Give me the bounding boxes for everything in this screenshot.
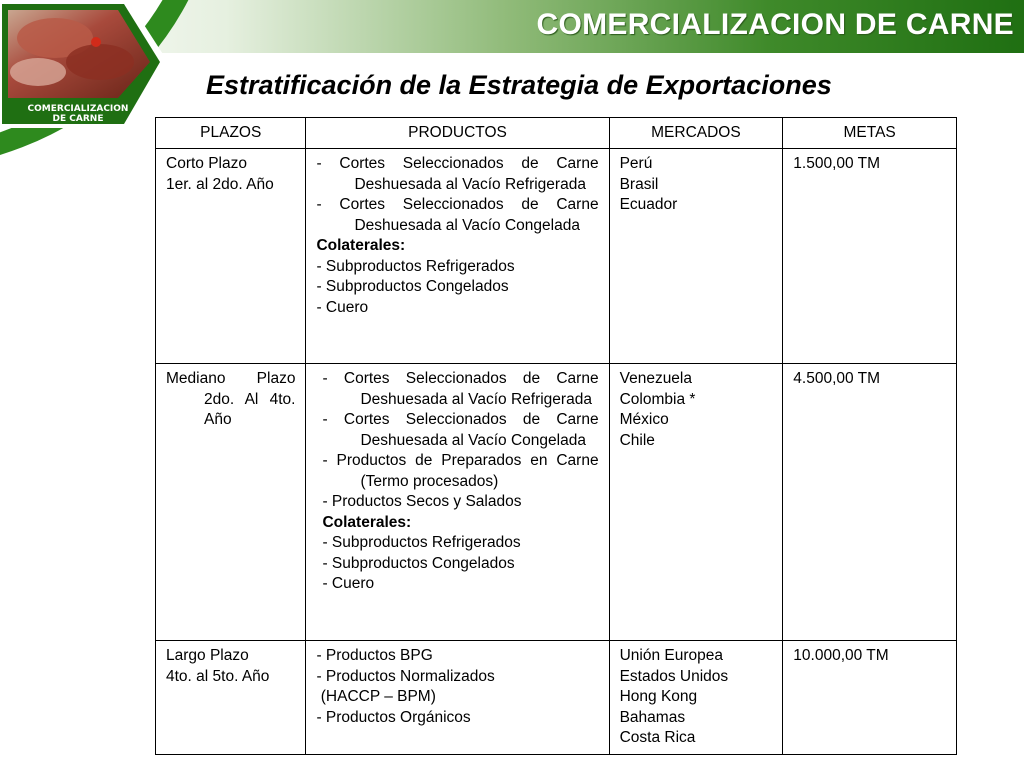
productos-cell <box>306 641 609 755</box>
logo-text: COMERCIALIZACION DE CARNE <box>27 104 129 124</box>
col-header-metas: METAS <box>783 118 957 149</box>
mercado-item: Ecuador <box>619 196 678 213</box>
meta-value: 4.500,00 TM <box>793 370 881 387</box>
producto-item: - Cortes Seleccionados de Carne Deshuesada al Vacío Congelada <box>322 411 599 449</box>
producto-item: - Productos Normalizados <box>316 667 495 685</box>
mercado-item: Venezuela <box>619 370 692 387</box>
plazo-cell <box>156 364 306 641</box>
table-header-row <box>156 118 957 149</box>
meta-cell <box>783 149 957 364</box>
mercado-item: Costa Rica <box>619 729 696 746</box>
col-header-plazos: PLAZOS <box>156 118 306 149</box>
producto-item: - Cortes Seleccionados de Carne Deshuesada al Vacío Congelada <box>316 196 599 234</box>
mercado-item: Bahamas <box>619 708 686 726</box>
plazo-line: Corto Plazo <box>166 155 247 172</box>
colateral-item: - Subproductos Refrigerados <box>322 534 521 551</box>
producto-item: (HACCP – BPM) <box>316 688 436 705</box>
colateral-item: - Cuero <box>322 575 375 592</box>
table-row <box>156 364 957 641</box>
mercado-item: Colombia * <box>619 390 696 408</box>
mercados-cell <box>609 641 783 755</box>
colaterales-label: Colaterales: <box>322 513 412 531</box>
plazo-line: 4to. al 5to. Año <box>166 667 270 685</box>
plazo-line: 1er. al 2do. Año <box>166 175 274 193</box>
productos-cell <box>306 364 609 641</box>
producto-item: - Cortes Seleccionados de Carne Deshuesada al Vacío Refrigerada <box>322 370 599 408</box>
producto-item: - Productos BPG <box>316 647 433 664</box>
meta-cell <box>783 364 957 641</box>
plazo-line: Mediano Plazo 2do. Al 4to. Año <box>166 370 296 428</box>
colateral-item: - Cuero <box>316 298 369 316</box>
mercado-item: México <box>619 411 669 428</box>
table-row <box>156 641 957 755</box>
meta-value: 1.500,00 TM <box>793 155 881 172</box>
col-header-productos: PRODUCTOS <box>306 118 609 149</box>
strategy-table <box>155 117 957 755</box>
mercado-item: Chile <box>619 431 655 449</box>
producto-item: - Productos Orgánicos <box>316 708 471 726</box>
plazo-cell <box>156 149 306 364</box>
mercados-cell <box>609 149 783 364</box>
mercado-item: Unión Europea <box>619 647 724 664</box>
table-row <box>156 149 957 364</box>
colateral-item: - Subproductos Refrigerados <box>316 257 515 275</box>
mercado-item: Brasil <box>619 175 659 193</box>
producto-item: - Productos de Preparados en Carne (Termo procesados) <box>322 452 599 490</box>
mercados-cell <box>609 364 783 641</box>
mercado-item: Estados Unidos <box>619 667 729 685</box>
meta-cell <box>783 641 957 755</box>
header-title: COMERCIALIZACION DE CARNE <box>536 8 1014 41</box>
colateral-item: - Subproductos Congelados <box>322 554 515 572</box>
plazo-cell <box>156 641 306 755</box>
mercado-item: Hong Kong <box>619 688 698 705</box>
logo <box>0 0 170 130</box>
producto-item: - Productos Secos y Salados <box>322 493 522 510</box>
meta-value: 10.000,00 TM <box>793 647 889 664</box>
productos-cell <box>306 149 609 364</box>
colaterales-label: Colaterales: <box>316 237 406 254</box>
page-subtitle: Estratificación de la Estrategia de Exportaciones <box>206 70 832 100</box>
col-header-mercados: MERCADOS <box>609 118 783 149</box>
plazo-line: Largo Plazo <box>166 647 249 664</box>
colateral-item: - Subproductos Congelados <box>316 278 509 295</box>
producto-item: - Cortes Seleccionados de Carne Deshuesada al Vacío Refrigerada <box>316 155 599 193</box>
mercado-item: Perú <box>619 155 653 172</box>
